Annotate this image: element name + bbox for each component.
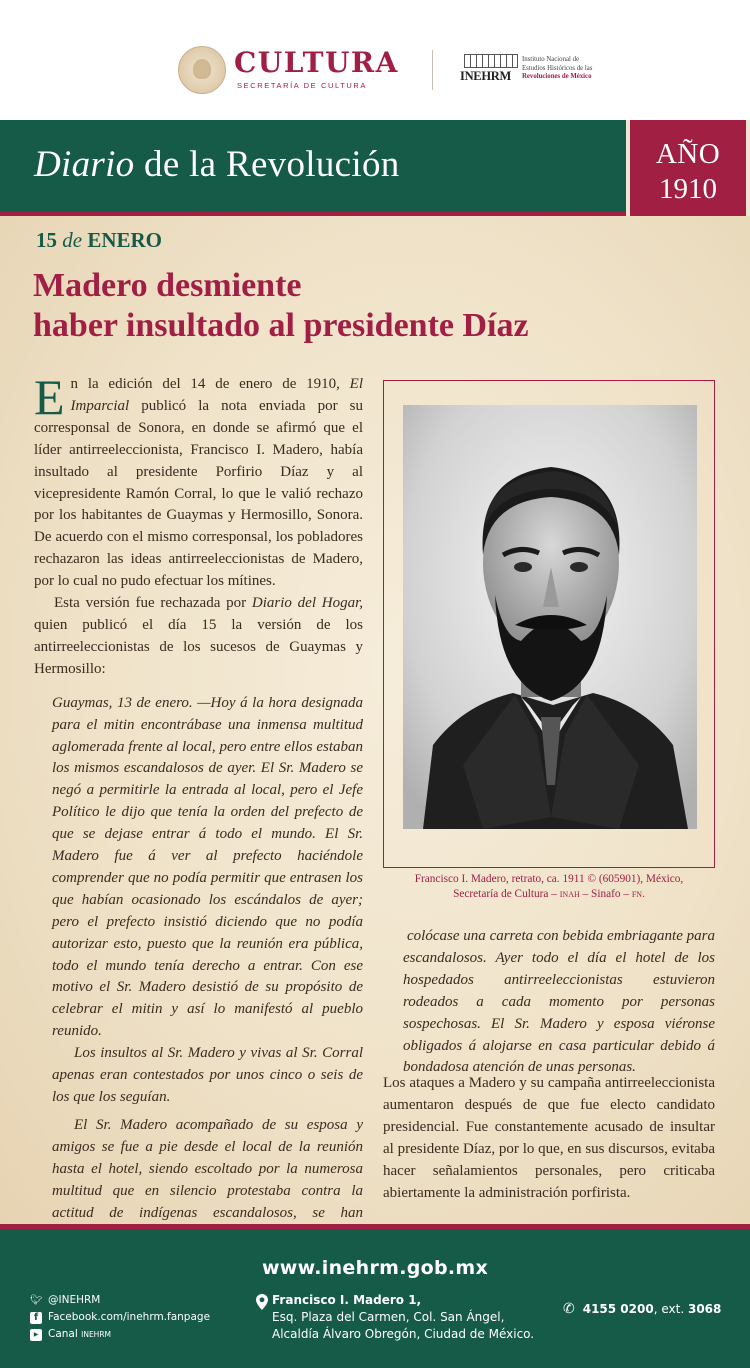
headline-line-1: Madero desmiente <box>33 267 302 304</box>
phone-ext: 3068 <box>687 1302 722 1316</box>
caption-text-b: – Sinafo – <box>579 888 632 900</box>
location-pin-icon <box>256 1294 268 1310</box>
phone-icon: ✆ <box>563 1301 575 1317</box>
youtube-icon: ▶ <box>30 1329 42 1341</box>
address-text <box>272 1292 572 1343</box>
quote-continuation <box>403 926 715 1079</box>
closing-paragraph: Los ataques a Madero y su campaña antirreeleccionista aumentaron después de que fue electo candidato presidencial. Fue constantemente acusado de insultar al presidente Díaz, por lo que, en sus discursos, evitaba hacer señalamientos personales, pero criticaba abiertamente la administración porfirista. <box>383 1075 715 1201</box>
caption-line-1: Francisco I. Madero, retrato, ca. 1911 © (605901), México, <box>414 873 684 885</box>
caption-fn: fn <box>631 888 643 900</box>
inehrm-logo <box>460 54 520 84</box>
date-de: de <box>62 228 83 252</box>
twitter-handle: @INEHRM <box>48 1294 101 1306</box>
paragraph-2 <box>34 593 363 681</box>
caption-text-a: Secretaría de Cultura – <box>453 888 560 900</box>
youtube-prefix: Canal <box>48 1328 78 1340</box>
address-line-2: Esq. Plaza del Carmen, Col. San Ángel, <box>272 1310 505 1324</box>
phone-number: 4155 0200 <box>582 1302 654 1316</box>
paragraph-1 <box>34 369 363 593</box>
caption-end: . <box>642 888 645 900</box>
newspaper-name-hogar: Diario del Hogar, <box>251 595 364 612</box>
inehrm-wordmark: INEHRM <box>460 69 511 83</box>
date-day: 15 <box>36 228 57 252</box>
headline <box>33 266 713 346</box>
photo-caption <box>383 872 715 902</box>
brand-subtitle: SECRETARÍA DE CULTURA <box>237 81 368 90</box>
facebook-link[interactable] <box>30 1309 210 1326</box>
paragraph-1-text-b: publicó la nota enviada por su corresponsal de Sonora, en donde se afirmó que el líder antirreeleccionista, Francisco I. Madero, había insultado al presidente Porfirio Díaz y al vicepresidente Ramón Corral, lo que le valió rechazo por los habitantes de Guaymas y Hermosillo, Sonora. De acuerdo con el mismo corresponsal, los pobladores rechazaron las ideas antirreeleccionistas de Madero, por lo cual no pudo efectuar los mítines. <box>34 397 363 590</box>
year-box <box>626 120 750 216</box>
brand-title: CULTURA <box>234 46 399 79</box>
article-date <box>36 228 162 253</box>
article <box>0 216 750 1224</box>
year-value: 1910 <box>659 173 717 205</box>
banner-title-italic: Diario <box>34 144 135 185</box>
paragraph-2-text-b: quien publicó el día 15 la versión de los antirreeleccionistas de los sucesos de Guaymas y Hermosillo: <box>34 616 363 677</box>
drop-cap: E <box>34 369 65 425</box>
quote-paragraph-2: Los insultos al Sr. Madero y vivas al Sr. Corral apenas eran contestados por unos cinco o seis de los que los seguían. <box>52 1045 363 1105</box>
seal-icon <box>178 46 226 94</box>
caption-line-2 <box>383 887 715 902</box>
left-column <box>34 369 364 1224</box>
footer <box>0 1224 750 1368</box>
address-line-3: Alcaldía Álvaro Obregón, Ciudad de México. <box>272 1327 535 1341</box>
youtube-name: INEHRM <box>81 1330 112 1339</box>
portrait-photo <box>403 405 697 829</box>
portrait-illustration <box>403 405 697 829</box>
inehrm-line-1: Instituto Nacional de <box>522 56 580 63</box>
website-link[interactable]: www.inehrm.gob.mx <box>261 1257 489 1279</box>
banner-title-rest: de la Revolución <box>134 144 400 185</box>
quote-paragraph-3-cont: colócase una carreta con bebida embriagante para escandalosos. Ayer todo el día el hotel de los hospedados antirreeleccionistas estuvieron rodeados a cada momento por personas sospechosas. El Sr. Madero y esposa viéronse obligados á alojarse en casa particular debido á bondadosa atención de unas personas. <box>403 928 715 1076</box>
headline-line-2: haber insultado al presidente Díaz <box>33 307 529 344</box>
social-links <box>30 1292 210 1343</box>
inehrm-line-2: Estudios Históricos de las <box>522 64 593 72</box>
photo-frame <box>383 380 715 868</box>
building-icon <box>464 54 518 68</box>
header <box>0 0 750 120</box>
inehrm-name <box>522 56 592 82</box>
date-month: ENERO <box>87 228 163 252</box>
facebook-icon: f <box>30 1312 42 1324</box>
address-street: Francisco I. Madero 1, <box>272 1293 422 1307</box>
banner-title <box>34 143 400 186</box>
facebook-url: Facebook.com/inehrm.fanpage <box>48 1311 211 1323</box>
newspaper-name-imparcial: El Imparcial <box>70 376 363 414</box>
youtube-link[interactable] <box>30 1326 210 1343</box>
twitter-link[interactable] <box>30 1292 210 1309</box>
inehrm-line-3: Revoluciones de México <box>522 73 592 80</box>
twitter-icon: 🐦︎ <box>30 1294 43 1306</box>
paragraph-2-text-a: Esta versión fue rechazada por <box>54 595 252 612</box>
quote-paragraph-3: El Sr. Madero acompañado de su esposa y amigos se fue a pie desde el local de la reunión hasta el hotel, siendo escoltado por la numerosa multitud que en silencio protestaba contra la actitud de indígenas escandalosos, se han <box>52 1116 363 1221</box>
phone-ext-label: , ext. <box>653 1302 685 1316</box>
phone-contact[interactable] <box>563 1301 721 1317</box>
caption-inah: inah <box>559 888 580 900</box>
paragraph-1-text-a: n la edición del 14 de enero de 1910, <box>70 376 350 392</box>
logo-divider <box>432 50 433 90</box>
quote-paragraph-1: Guaymas, 13 de enero. —Hoy á la hora designada para el mitin encontrábase una inmensa multitud aglomerada frente al local, pero entre ellos estaban los mismos escandalosos de ayer. El Sr. Madero se negó a permitirle la entrada al local, pero el Jefe Político le dijo que tenía la orden del prefecto de que se dejase entrar á todo el mundo. El Sr. Madero fue á ver al prefecto haciéndole comprender que no podía permitir que entrasen los que habían ocasionado los escándalos de ayer; pero el prefecto insistió diciendo que no podía autorizar esto, puesto que la reunión era pública, todo el mundo tenía derecho a entrar. Con ese motivo el Sr. Madero desistió de su propósito de celebrar el mitin y así lo manifestó al pueblo reunido. <box>52 694 363 1040</box>
year-label: AÑO <box>655 138 721 170</box>
